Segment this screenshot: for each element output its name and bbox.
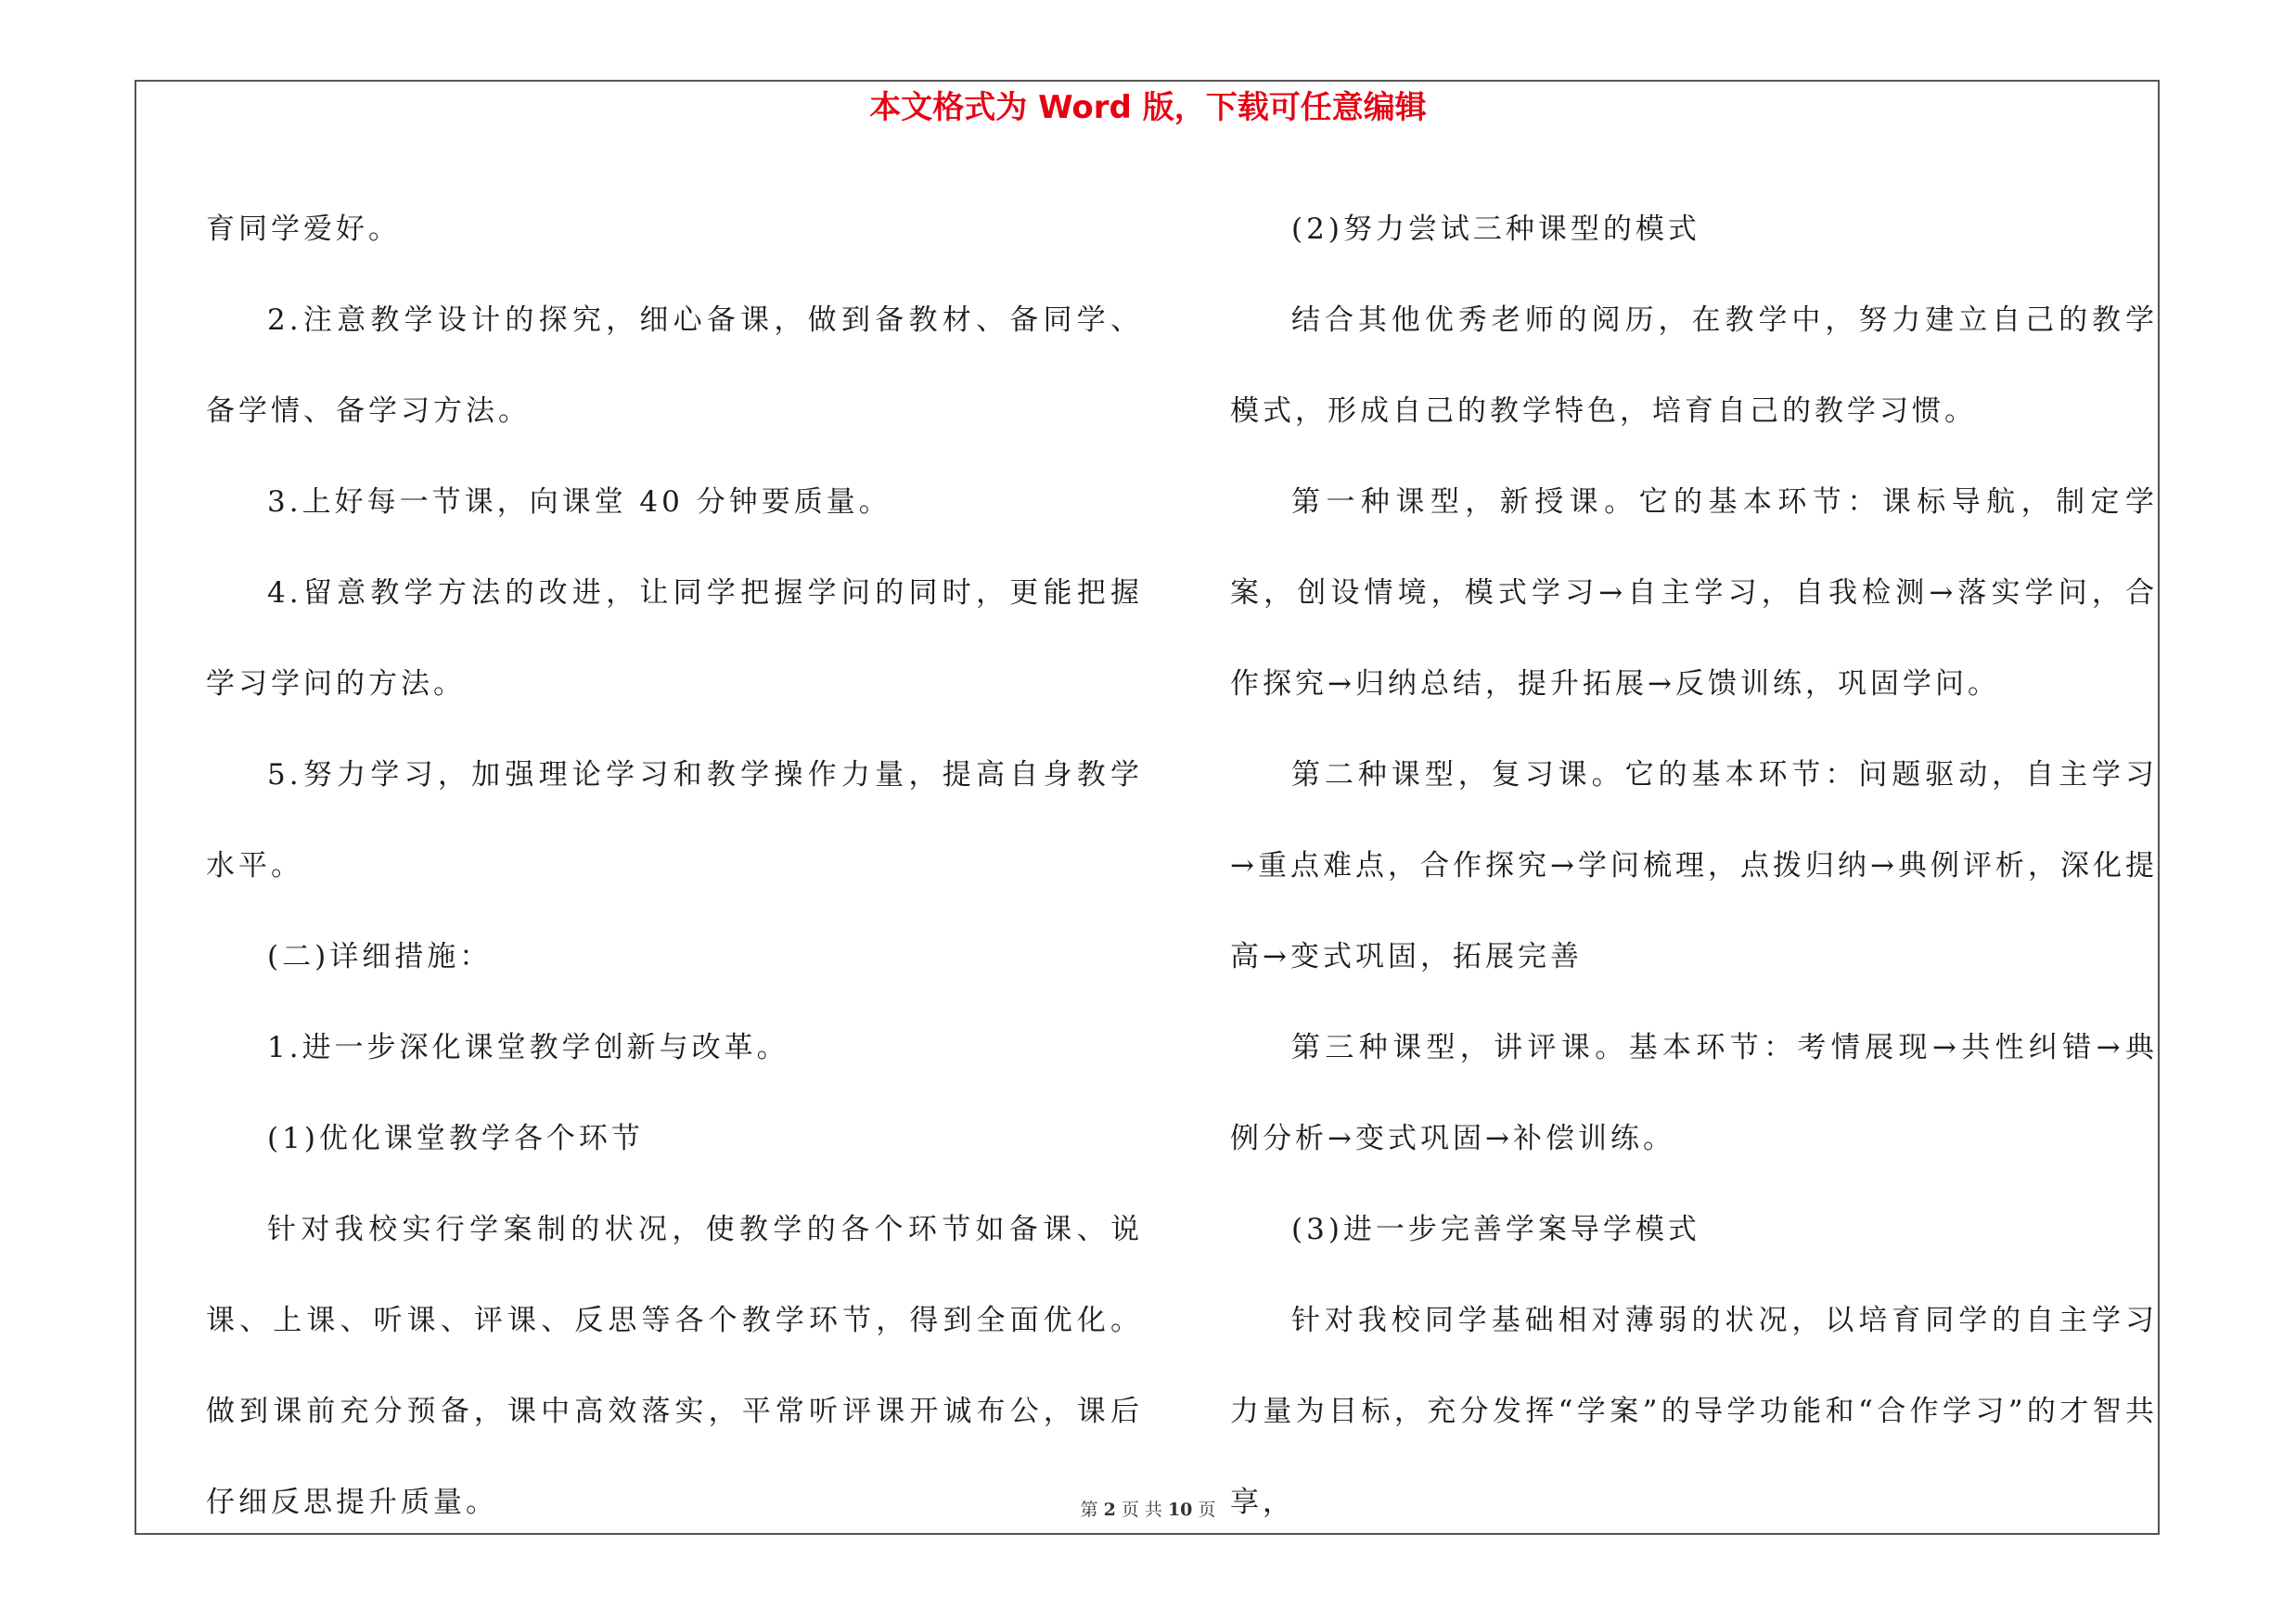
total-page-count: 10 xyxy=(1167,1500,1193,1520)
paragraph: 1.进一步深化课堂教学创新与改革。 xyxy=(267,1031,789,1064)
paragraph: 3.上好每一节课，向课堂 40 分钟要质量。 xyxy=(267,485,891,519)
paragraph: 2.注意教学设计的探究，细心备课，做到备教材、备同学、备学情、备学习方法。 xyxy=(206,303,1143,428)
paragraph: 针对我校实行学案制的状况，使教学的各个环节如备课、说课、上课、听课、评课、反思等各个教学环节，得到全面优化。做到课前充分预备，课中高效落实，平常听评课开诚布公，课后仔细反思提升质量。 xyxy=(206,1213,1143,1519)
paragraph: 4.留意教学方法的改进，让同学把握学问的同时，更能把握学习学问的方法。 xyxy=(206,576,1143,701)
paragraph: 针对我校同学基础相对薄弱的状况，以培育同学的自主学习力量为目标，充分发挥“学案”的导学功能和“合作学习”的才智共享， xyxy=(1230,1304,2158,1519)
paragraph: 第三种课型，讲评课。基本环节：考情展现→共性纠错→典例分析→变式巩固→补偿训练。 xyxy=(1230,1031,2158,1155)
footer-prefix: 第 xyxy=(1080,1500,1098,1520)
footer-suffix: 页 xyxy=(1198,1500,1216,1520)
current-page-number: 2 xyxy=(1103,1500,1116,1520)
footer-middle: 页 共 xyxy=(1121,1500,1162,1520)
paragraph: 育同学爱好。 xyxy=(206,213,401,246)
sub-heading: (2)努力尝试三种课型的模式 xyxy=(1291,213,1700,246)
sub-heading: (1)优化课堂教学各个环节 xyxy=(267,1122,644,1155)
section-heading: (二)详细措施： xyxy=(267,940,493,973)
paragraph: 第二种课型，复习课。它的基本环节：问题驱动，自主学习→重点难点，合作探究→学问梳理，点拨归纳→典例评析，深化提高→变式巩固，拓展完善 xyxy=(1230,758,2158,973)
paragraph: 5.努力学习，加强理论学习和教学操作力量，提高自身教学水平。 xyxy=(206,758,1143,882)
right-column xyxy=(1230,184,2158,1548)
page-footer xyxy=(0,1496,2296,1524)
paragraph: 结合其他优秀老师的阅历，在教学中，努力建立自己的教学模式，形成自己的教学特色，培育自己的教学习惯。 xyxy=(1230,303,2158,428)
paragraph: 第一种课型，新授课。它的基本环节：课标导航，制定学案，创设情境，模式学习→自主学习，自我检测→落实学问，合作探究→归纳总结，提升拓展→反馈训练，巩固学问。 xyxy=(1230,485,2158,701)
left-column xyxy=(206,184,1143,1548)
header-banner: 本文格式为 Word 版，下载可任意编辑 xyxy=(869,89,1427,126)
sub-heading: (3)进一步完善学案导学模式 xyxy=(1291,1213,1700,1246)
